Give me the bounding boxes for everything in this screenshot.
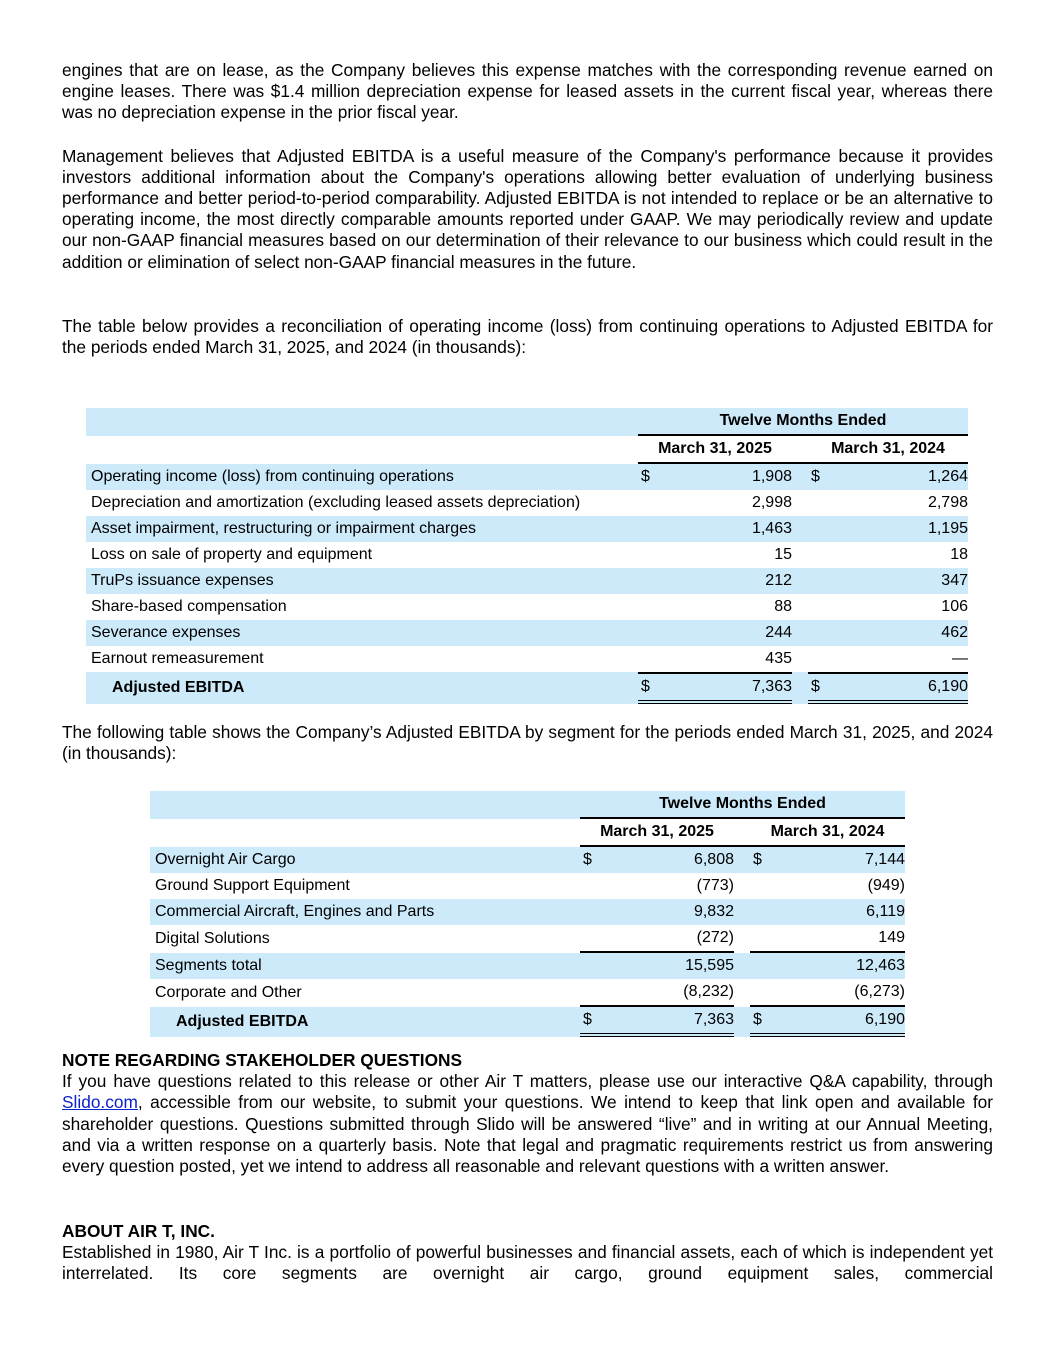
- table-total-row: Adjusted EBITDA $ 7,363 $ 6,190: [86, 672, 968, 704]
- table-row: TruPs issuance expenses 212 347: [86, 568, 968, 594]
- paragraph-reconciliation-intro: The table below provides a reconciliation of operating income (loss) from continuing operations to Adjusted EBITDA for the periods ended March 31, 2025, and 2024 (in thousands):: [62, 315, 993, 358]
- table-group-header-row: [150, 791, 905, 819]
- adjusted-ebitda-reconciliation-table: [86, 408, 968, 704]
- slido-link[interactable]: Slido.com: [62, 1092, 138, 1113]
- paragraph-leased-depreciation: engines that are on lease, as the Company believes this expense matches with the corresponding revenue earned on engine leases. There was $1.4 million depreciation expense for leased assets in the current fiscal year, whereas there was no depreciation expense in the prior fiscal year.: [62, 60, 993, 123]
- table-row: Loss on sale of property and equipment 15 18: [91, 546, 968, 563]
- table-row: Severance expenses 244 462: [86, 620, 968, 646]
- section-heading: NOTE REGARDING STAKEHOLDER QUESTIONS: [62, 1050, 463, 1070]
- about-text: Established in 1980, Air T Inc. is a portfolio of powerful businesses and financial assets, each of which is independent yet interrelated. Its core segments are overnight air cargo, ground equipment sales, commercial: [62, 1242, 993, 1284]
- table-row: Overnight Air Cargo $ 6,808 $ 7,144: [150, 847, 905, 873]
- adjusted-ebitda-by-segment-table: [150, 791, 905, 1037]
- group-header: Twelve Months Ended: [580, 791, 905, 819]
- table-subtotal-row: Segments total 15,595 12,463: [150, 953, 905, 979]
- table-row: Digital Solutions (272) 149: [150, 925, 905, 953]
- column-header-2024: March 31, 2024: [750, 819, 905, 847]
- table-row: Earnout remeasurement 435 —: [91, 650, 968, 667]
- table-column-header-row: [86, 436, 968, 464]
- table-row: Depreciation and amortization (excluding leased assets depreciation) 2,998 2,798: [91, 494, 968, 511]
- table-row: Corporate and Other (8,232) (6,273): [150, 979, 905, 1007]
- table-row: Commercial Aircraft, Engines and Parts 9,832 6,119: [150, 899, 905, 925]
- stakeholder-questions-section: [62, 1050, 993, 1177]
- paragraph-adjusted-ebitda-rationale: Management believes that Adjusted EBITDA is a useful measure of the Company's performance because it provides investors additional information about the Company's operations allowing better evaluation of underlying business performance and better period-to-period comparability. Adjusted EBITDA is not intended to replace or be an alternative to operating income, the most directly comparable amounts reported under GAAP. We may periodically review and update our non-GAAP financial measures based on our determination of their relevance to our business which could result in the addition or elimination of select non-GAAP financial measures in the future.: [62, 145, 993, 272]
- table-row: Asset impairment, restructuring or impairment charges 1,463 1,195: [86, 516, 968, 542]
- stakeholder-questions-text: If you have questions related to this release or other Air T matters, please use our interactive Q&A capability, through Slido.com, accessible from our website, to submit your questions. We intend to keep that link open and available for shareholder questions. Questions submitted through Slido will be answered “live” and in writing at our Annual Meeting, and via a written response on a quarterly basis. Note that legal and pragmatic requirements restrict us from answering every question posted, yet we intend to address all reasonable and relevant questions with a written answer.: [62, 1071, 993, 1177]
- table-row: Ground Support Equipment (773) (949): [155, 877, 905, 894]
- table-row: Operating income (loss) from continuing operations $ 1,908 $ 1,264: [86, 464, 968, 490]
- column-header-2025: March 31, 2025: [638, 436, 792, 464]
- about-section: [62, 1221, 993, 1285]
- paragraph-segment-intro: The following table shows the Company’s Adjusted EBITDA by segment for the periods ended March 31, 2025, and 2024 (in thousands):: [62, 722, 993, 764]
- table-group-header-row: [86, 408, 968, 436]
- document-page: [62, 60, 993, 358]
- group-header: Twelve Months Ended: [638, 408, 968, 436]
- section-heading: ABOUT AIR T, INC.: [62, 1221, 215, 1241]
- column-header-2025: March 31, 2025: [580, 819, 734, 847]
- table-row: Share-based compensation 88 106: [91, 598, 968, 615]
- table-total-row: Adjusted EBITDA $ 7,363 $ 6,190: [150, 1007, 905, 1037]
- table-column-header-row: [150, 819, 905, 847]
- column-header-2024: March 31, 2024: [808, 436, 968, 464]
